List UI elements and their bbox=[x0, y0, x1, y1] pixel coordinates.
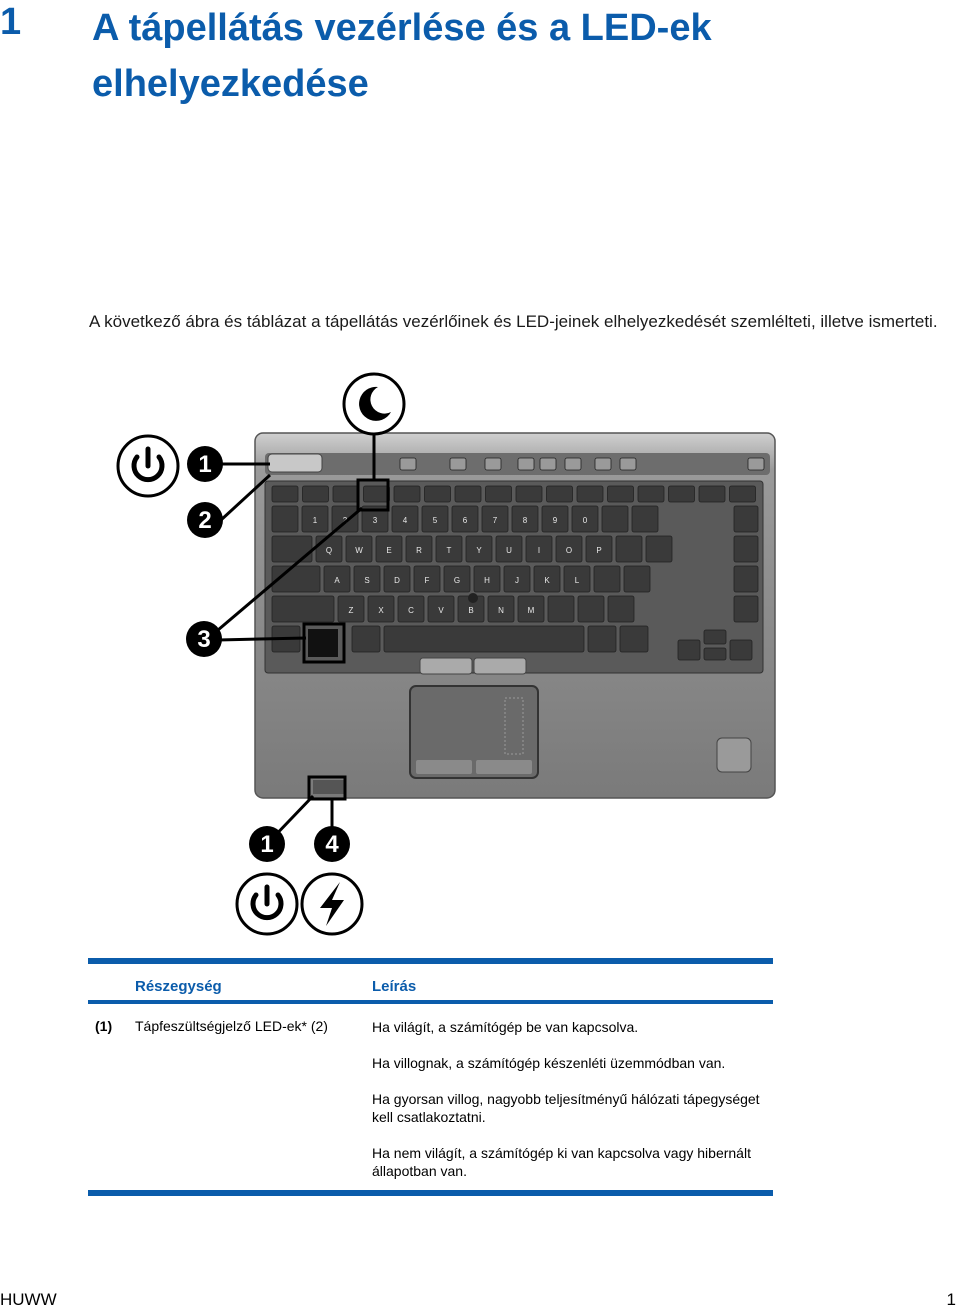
function-key bbox=[364, 486, 390, 502]
key bbox=[616, 536, 642, 562]
key bbox=[646, 536, 672, 562]
key-label: C bbox=[408, 606, 414, 615]
table-bottom-rule bbox=[88, 1190, 773, 1196]
header-description: Leírás bbox=[372, 978, 417, 995]
key bbox=[632, 506, 658, 532]
arrow-up-key bbox=[704, 630, 726, 644]
key bbox=[608, 596, 634, 622]
function-key bbox=[547, 486, 573, 502]
svg-text:1: 1 bbox=[198, 451, 212, 478]
callout-3 bbox=[186, 621, 222, 657]
front-led-strip bbox=[313, 780, 345, 794]
strip-button bbox=[485, 458, 501, 470]
intro-paragraph: A következő ábra és táblázat a tápellátás vezérlőinek és LED-jeinek elhelyezkedését szemlélteti, illetve ismerteti. bbox=[89, 312, 938, 331]
strip-button bbox=[400, 458, 416, 470]
function-key bbox=[425, 486, 451, 502]
key-label: 0 bbox=[582, 516, 588, 525]
spacebar bbox=[384, 626, 584, 652]
key-label: K bbox=[544, 576, 550, 585]
stick-button-right bbox=[474, 658, 526, 674]
svg-text:1: 1 bbox=[260, 831, 274, 858]
table-row bbox=[88, 1004, 773, 1186]
function-key bbox=[638, 486, 664, 502]
desc-line: Ha nem világít, a számítógép ki van kapcsolva vagy hibernált állapotban van. bbox=[372, 1145, 751, 1179]
chapter-title: A tápellátás vezérlése és a LED-ek elhelyezkedése bbox=[92, 7, 712, 105]
modifier-key bbox=[272, 506, 298, 532]
key bbox=[594, 566, 620, 592]
key-label: 4 bbox=[402, 516, 408, 525]
key bbox=[578, 596, 604, 622]
key-label: B bbox=[468, 606, 474, 615]
key-label: D bbox=[394, 576, 400, 585]
alt-key bbox=[352, 626, 380, 652]
component-table bbox=[88, 958, 773, 1196]
key-label: I bbox=[537, 546, 541, 555]
chapter-number: 1 bbox=[0, 1, 22, 43]
key-label: 7 bbox=[492, 516, 498, 525]
key-label: G bbox=[453, 576, 461, 585]
key-label: 2 bbox=[342, 516, 348, 525]
strip-button bbox=[620, 458, 636, 470]
table-header bbox=[88, 964, 773, 1000]
modifier-key bbox=[272, 596, 334, 622]
key-label: Q bbox=[325, 546, 333, 555]
key bbox=[548, 596, 574, 622]
pointing-stick bbox=[468, 593, 478, 603]
power-button bbox=[268, 454, 322, 472]
key-label: N bbox=[498, 606, 504, 615]
arrow-right-key bbox=[730, 640, 752, 660]
touchpad-left-button bbox=[416, 760, 472, 774]
function-key bbox=[303, 486, 329, 502]
key-label: P bbox=[596, 546, 602, 555]
side-key bbox=[734, 536, 758, 562]
key-label: W bbox=[355, 546, 363, 555]
svg-text:3: 3 bbox=[197, 626, 211, 653]
key-label: 9 bbox=[552, 516, 558, 525]
power-icon bbox=[237, 874, 297, 934]
callout-1-bottom bbox=[249, 826, 285, 862]
key-label: 1 bbox=[312, 516, 318, 525]
key-label: A bbox=[334, 576, 340, 585]
key-label: M bbox=[527, 606, 535, 615]
function-key bbox=[730, 486, 756, 502]
top-button-strip bbox=[265, 453, 770, 475]
sleep-moon-icon bbox=[344, 374, 404, 434]
svg-text:4: 4 bbox=[325, 831, 339, 858]
function-key bbox=[577, 486, 603, 502]
page-number: 1 bbox=[946, 1290, 956, 1309]
row-number: (1) bbox=[95, 1018, 113, 1034]
key-label: R bbox=[416, 546, 422, 555]
key-label: J bbox=[515, 576, 519, 585]
key bbox=[624, 566, 650, 592]
footer-label: HUWW bbox=[0, 1290, 57, 1309]
function-key bbox=[486, 486, 512, 502]
altgr-key bbox=[588, 626, 616, 652]
function-key bbox=[333, 486, 359, 502]
key-label: 6 bbox=[462, 516, 468, 525]
strip-button bbox=[748, 458, 764, 470]
key-label: S bbox=[364, 576, 370, 585]
key-label: Z bbox=[348, 606, 354, 615]
function-key bbox=[394, 486, 420, 502]
strip-button bbox=[450, 458, 466, 470]
power-icon bbox=[118, 436, 178, 496]
battery-bolt-icon bbox=[302, 874, 362, 934]
function-key bbox=[516, 486, 542, 502]
key-label: U bbox=[506, 546, 512, 555]
key-label: O bbox=[565, 546, 573, 555]
laptop-figure bbox=[100, 368, 800, 948]
header-component: Részegység bbox=[135, 978, 222, 995]
key-label: X bbox=[378, 606, 384, 615]
function-key bbox=[272, 486, 298, 502]
side-key bbox=[734, 596, 758, 622]
key-label: H bbox=[484, 576, 490, 585]
arrow-down-key bbox=[704, 648, 726, 660]
callout-2 bbox=[187, 502, 223, 538]
side-key bbox=[734, 506, 758, 532]
key-label: 8 bbox=[522, 516, 528, 525]
callout-1-top bbox=[187, 446, 223, 482]
function-key bbox=[608, 486, 634, 502]
key-label: L bbox=[574, 576, 580, 585]
function-key bbox=[669, 486, 695, 502]
fingerprint-reader bbox=[717, 738, 751, 772]
key bbox=[602, 506, 628, 532]
side-key bbox=[734, 566, 758, 592]
strip-button bbox=[540, 458, 556, 470]
touchpad-right-button bbox=[476, 760, 532, 774]
arrow-left-key bbox=[678, 640, 700, 660]
stick-button-left bbox=[420, 658, 472, 674]
strip-button bbox=[565, 458, 581, 470]
key-label: E bbox=[386, 546, 392, 555]
callout-4 bbox=[314, 826, 350, 862]
key-label: V bbox=[438, 606, 444, 615]
row-component: Tápfeszültségjelző LED-ek* (2) bbox=[135, 1018, 328, 1034]
function-key bbox=[455, 486, 481, 502]
strip-button bbox=[595, 458, 611, 470]
modifier-key bbox=[272, 536, 312, 562]
ctrl-key bbox=[620, 626, 648, 652]
svg-text:2: 2 bbox=[198, 507, 212, 534]
key-label: 3 bbox=[372, 516, 378, 525]
key-label: Y bbox=[476, 546, 482, 555]
key-label: 5 bbox=[432, 516, 438, 525]
key-label: F bbox=[424, 576, 430, 585]
strip-button bbox=[518, 458, 534, 470]
row-description bbox=[372, 1018, 772, 1180]
desc-line: Ha gyorsan villog, nagyobb teljesítményű hálózati tápegységet kell csatlakoztatni. bbox=[372, 1091, 760, 1125]
function-key bbox=[699, 486, 725, 502]
key-label: T bbox=[446, 546, 452, 555]
desc-line: Ha villognak, a számítógép készenléti üzemmódban van. bbox=[372, 1055, 726, 1071]
desc-line: Ha világít, a számítógép be van kapcsolva. bbox=[372, 1019, 639, 1035]
